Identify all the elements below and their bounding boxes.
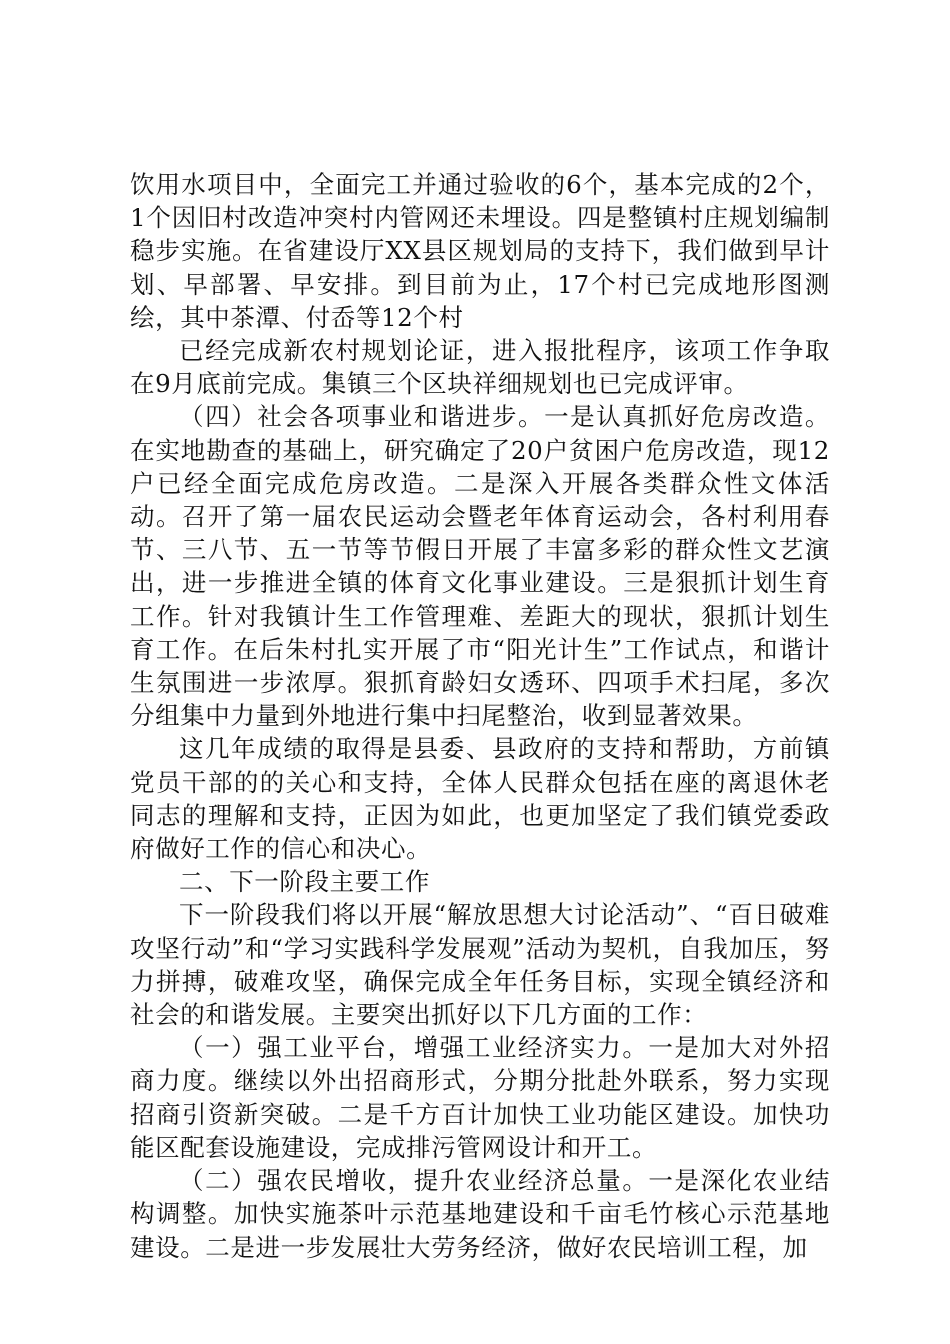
section-heading-next-stage: 二、下一阶段主要工作 [179, 867, 430, 897]
paragraph-water-project-continued: 饮用水项目中，全面完工并通过验收的6个，基本完成的2个，1个因旧村改造冲突村内管网还未埋设。四是整镇村庄规划编制稳步实施。在省建设厅XX县区规划局的支持下，我们做到早计划、早部署、早安排。到目前为止，17个村已完成地形图测绘，其中茶潭、付岙等12个村 [130, 170, 830, 332]
paragraph-village-planning: 已经完成新农村规划论证，进入报批程序，该项工作争取在9月底前完成。集镇三个区块祥细规划也已完成评审。 [130, 336, 830, 399]
paragraph-next-stage-intro: 下一阶段我们将以开展“解放思想大讨论活动”、“百日破难攻坚行动”和“学习实践科学发展观”活动为契机，自我加压，努力拼搏，破难攻坚，确保完成全年任务目标，实现全镇经济和社会的和谐发展。主要突出抓好以下几方面的工作： [130, 900, 830, 1030]
document-body [130, 168, 830, 1264]
paragraph-farmer-income: （二）强农民增收，提升农业经济总量。一是深化农业结构调整。加快实施茶叶示范基地建设和千亩毛竹核心示范基地建设。二是进一步发展壮大劳务经济，做好农民培训工程，加 [130, 1166, 830, 1262]
paragraph-social-affairs: （四）社会各项事业和谐进步。一是认真抓好危房改造。在实地勘查的基础上，研究确定了20户贫困户危房改造，现12户已经全面完成危房改造。二是深入开展各类群众性文体活动。召开了第一届农民运动会暨老年体育运动会，各村利用春节、三八节、五一节等节假日开展了丰富多彩的群众性文艺演出，进一步推进全镇的体育文化事业建设。三是狠抓计划生育工作。针对我镇计生工作管理难、差距大的现状，狠抓计划生育工作。在后朱村扎实开展了市“阳光计生”工作试点，和谐计生氛围进一步浓厚。狠抓育龄妇女透环、四项手术扫尾，多次分组集中力量到外地进行集中扫尾整治，收到显著效果。 [130, 402, 830, 731]
paragraph-achievements: 这几年成绩的取得是县委、县政府的支持和帮助，方前镇党员干部的的关心和支持，全体人民群众包括在座的离退休老同志的理解和支持，正因为如此，也更加坚定了我们镇党委政府做好工作的信心和决心。 [130, 734, 830, 864]
paragraph-industry-platform: （一）强工业平台，增强工业经济实力。一是加大对外招商力度。继续以外出招商形式，分期分批赴外联系，努力实现招商引资新突破。二是千方百计加快工业功能区建设。加快功能区配套设施建设，完成排污管网设计和开工。 [130, 1033, 830, 1162]
